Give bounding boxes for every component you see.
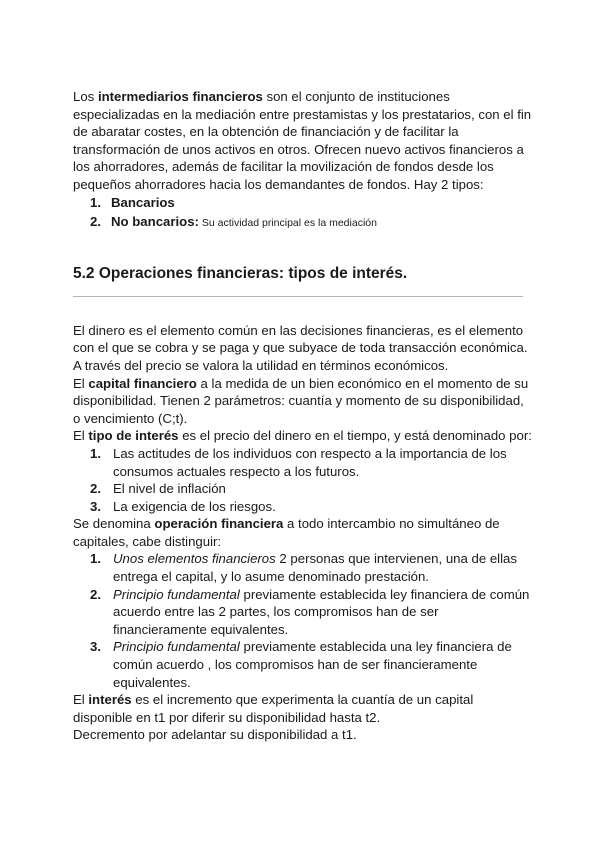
list-item bbox=[73, 213, 533, 233]
paragraph-decremento: Decremento por adelantar su disponibilidad a t1. bbox=[73, 727, 357, 743]
list-item bbox=[73, 445, 533, 480]
bold-term: tipo de interés bbox=[88, 428, 179, 444]
text-start: El bbox=[73, 375, 89, 391]
intermediary-types-list bbox=[73, 194, 533, 233]
text-start: Se denomina bbox=[73, 516, 155, 532]
list-number: 2. bbox=[90, 481, 101, 497]
list-text: El nivel de inflación bbox=[113, 481, 226, 497]
bold-term: capital financiero bbox=[88, 375, 197, 391]
section-body bbox=[73, 322, 533, 744]
list-item bbox=[73, 586, 533, 639]
list-item bbox=[73, 638, 533, 691]
text-start: El bbox=[73, 692, 89, 708]
italic-term: Principio fundamental bbox=[113, 639, 240, 655]
section-divider bbox=[73, 296, 523, 297]
type-label: No bancarios: bbox=[111, 214, 199, 230]
text-rest: a la medida de un bien económico en el momento de su disponibilidad. Tienen 2 parámetros: cuantía y momento de su disponibilidad, o vencimiento (C;t). bbox=[73, 375, 529, 426]
list-number: 1. bbox=[90, 445, 101, 461]
list-number: 3. bbox=[90, 498, 101, 514]
text-rest: es el precio del dinero en el tiempo, y está denominado por: bbox=[178, 428, 532, 444]
list-number: 1. bbox=[90, 551, 101, 567]
type-label: Bancarios bbox=[111, 194, 175, 210]
text-rest: es el incremento que experimenta la cuantía de un capital disponible en t1 por diferir su disponibilidad hasta t2. bbox=[73, 692, 474, 725]
paragraph-capital-financiero bbox=[73, 375, 533, 428]
list-text: 2 personas que intervienen, una de ellas entrega el capital, y lo asume denominado prestación. bbox=[113, 551, 517, 585]
list-item bbox=[73, 480, 533, 498]
list-text: previamente establecida ley financiera de común acuerdo entre las 2 partes, los compromisos han de ser financieramente equivalentes. bbox=[113, 586, 530, 637]
list-item bbox=[73, 498, 533, 516]
intro-text-rest: son el conjunto de instituciones especializadas en la mediación entre prestamistas y los prestatarios, con el fin de abaratar costes, en la obtención de financiación y de facilitar la transformación de unos activos en otros. Ofrecen nuevo activos financieros a los ahorradores, además de facilitar la movilización de fondos desde los pequeños ahorradores hacia los demandantes de fondos. Hay 2 tipos: bbox=[73, 89, 532, 192]
list-text: Las actitudes de los individuos con respecto a la importancia de los consumos actuales respecto a los futuros. bbox=[113, 445, 507, 479]
interest-factors-list bbox=[73, 445, 533, 515]
list-text: La exigencia de los riesgos. bbox=[113, 498, 276, 514]
list-number: 1. bbox=[90, 194, 101, 210]
operation-elements-list bbox=[73, 550, 533, 691]
bold-term: interés bbox=[88, 692, 132, 708]
section-title: 5.2 Operaciones financieras: tipos de interés. bbox=[73, 264, 408, 282]
list-text: previamente establecida una ley financiera de común acuerdo , los compromisos han de ser financieramente equivalentes. bbox=[113, 639, 512, 690]
paragraph-dinero: El dinero es el elemento común en las decisiones financieras, es el elemento con el que se cobra y se paga y que subyace de toda transacción económica. A través del precio se valora la utilidad en términos económicos. bbox=[73, 322, 528, 373]
italic-term: Unos elementos financieros bbox=[113, 551, 276, 567]
intro-bold-term: intermediarios financieros bbox=[97, 89, 263, 104]
text-start: El bbox=[73, 428, 89, 444]
intro-paragraph bbox=[73, 88, 533, 194]
text-rest: a todo intercambio no simultáneo de capitales, cabe distinguir: bbox=[73, 516, 500, 549]
list-number: 3. bbox=[90, 639, 101, 655]
type-note: Su actividad principal es la mediación bbox=[198, 217, 377, 230]
paragraph-operacion-financiera bbox=[73, 515, 533, 550]
intro-text-start: Los bbox=[73, 89, 98, 104]
list-item bbox=[73, 550, 533, 585]
italic-term: Principio fundamental bbox=[113, 586, 240, 602]
list-number: 2. bbox=[90, 586, 101, 602]
list-item bbox=[73, 194, 533, 214]
paragraph-tipo-interes bbox=[73, 427, 533, 445]
bold-term: operación financiera bbox=[154, 516, 284, 532]
paragraph-interes bbox=[73, 691, 533, 726]
list-number: 2. bbox=[90, 214, 101, 230]
document-page bbox=[73, 88, 533, 744]
